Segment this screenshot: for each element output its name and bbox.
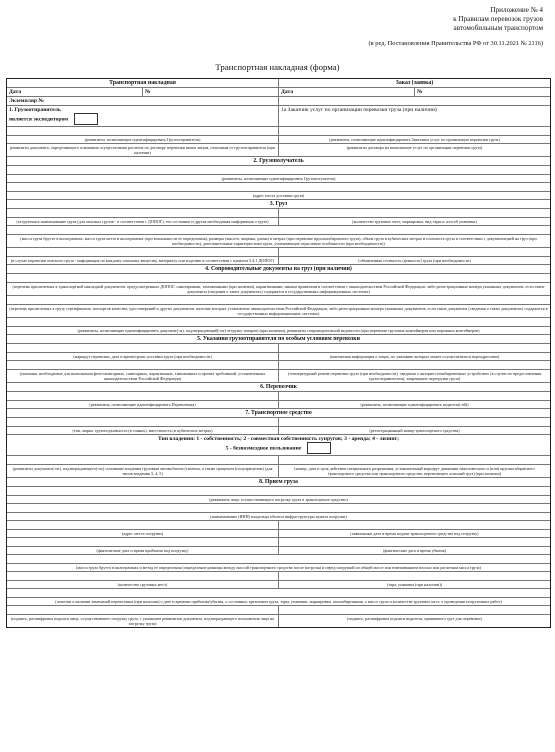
- number-label[interactable]: №: [142, 88, 278, 96]
- shipper-row: [7, 106, 550, 127]
- date-row: [7, 88, 550, 97]
- consignee-title: 2. Грузополучатель: [253, 158, 304, 164]
- expeditor-checkbox[interactable]: [74, 113, 98, 125]
- ownership-types: Тип владения: 1 - собственность; 2 - совместная собственность супругов; 3 - аренда; 4 - лизинг;: [158, 436, 399, 442]
- cargo-mass-field[interactable]: [7, 226, 550, 234]
- contract-hint: (реквизиты договора на выполнение услуг по организации перевозки груза): [278, 144, 550, 156]
- temperature-hint: (температурный режим перевозки груза (при необходимости), сведения о запорно-пломбировочных устройствах (в случае их предоставления грузоотправителем), запрещение перегрузки груза): [278, 370, 550, 382]
- cargo-places-field[interactable]: [278, 209, 550, 217]
- order-number-label[interactable]: №: [414, 88, 550, 96]
- shipper-field[interactable]: [7, 127, 278, 135]
- ownership-doc-hint: (реквизиты документа(-ов), подтверждающего(-их) основание владения грузовым автомобилем (тягачом, а также прицепом (полуприцепом) (для типов владения 3, 4, 5): [12, 466, 273, 476]
- waybill-title: Транспортная накладная: [109, 80, 176, 86]
- docs-field-3[interactable]: [7, 318, 550, 326]
- copy-row: [7, 97, 550, 106]
- ownership-type-5: 5 - безвозмездное пользование: [225, 445, 302, 452]
- loader-hint: (реквизиты лица, осуществляющего погрузку груза в транспортное средство): [209, 497, 348, 502]
- declared-arrival-hint: (заявленные дата и время подачи транспортного средства под погрузку): [278, 530, 550, 537]
- ownership-doc-field[interactable]: [7, 456, 278, 464]
- vehicle-type-field[interactable]: [7, 418, 278, 426]
- carrier-remarks-hint: (отметки о наличии замечаний перевозчика (при наличии) о дате и времени прибытия/убытия, о состоянии, креплении груза, тары, упаковки, маркировки, опломбирования, о массе груза и количестве грузовых мест, о проведении погрузочных работ): [55, 599, 502, 604]
- cargo-mass-hint: (масса груза брутто в килограммах, масса груза нетто в килограммах (при возможности ее определения), размеры (высота, ширина, длина) в метрах (при перевозке крупногабаритного груза), объем груза в кубических метрах и плотность груза в соответствии с документацией на груз (при необходимости), дополнительные характеристики груза, учитывающие отраслевые особенности (при необходимости)): [20, 236, 537, 246]
- document-header: [369, 6, 544, 48]
- shipper-title: 1. Грузоотправитель: [9, 107, 61, 113]
- docs-hint-3: (реквизиты, позволяющие идентифицировать документ(-ы), подтверждающий(-ие) отгрузку товаров) (при наличии), реквизиты сопроводительной ведомости (при перевозке грузовых контейнеров или порожних контейнеров): [77, 328, 480, 333]
- docs-title: 4. Сопроводительные документы на груз (при наличии): [205, 266, 352, 272]
- actual-departure-hint: (фактические дата и время убытия): [278, 547, 550, 554]
- temperature-field[interactable]: [278, 361, 550, 369]
- cargo-places-hint: (количество грузовых мест, маркировка, вид тары и способ упаковки): [278, 218, 550, 225]
- actual-arrival-hint: (фактические дата и время прибытия под погрузку): [96, 548, 189, 553]
- delivery-address-field[interactable]: [7, 183, 550, 191]
- header-line2: к Правилам перевозок грузов: [453, 15, 543, 23]
- consignee-hint: (реквизиты, позволяющие идентифицировать Грузополучателя): [221, 176, 336, 181]
- cargo-title: 3. Груз: [269, 201, 288, 207]
- docs-field-2[interactable]: [7, 296, 550, 304]
- expeditor-label: является экспедитором: [9, 116, 69, 123]
- loader-field[interactable]: [7, 487, 550, 495]
- declared-arrival-field[interactable]: [278, 521, 550, 529]
- dangerous-cargo-field[interactable]: [7, 248, 278, 256]
- form-title: Транспортная накладная (форма): [215, 62, 340, 72]
- customer-field[interactable]: [278, 127, 550, 135]
- order-date-label[interactable]: Дата: [278, 88, 414, 96]
- docs-field-1[interactable]: [7, 274, 550, 282]
- packaging-hint: (тара, упаковка (при наличии)): [278, 581, 550, 588]
- route-field[interactable]: [7, 344, 278, 352]
- order-title: Заказ (заявка): [278, 79, 550, 87]
- carrier-hint: (реквизиты, позволяющие идентифицировать Перевозчика): [89, 402, 196, 407]
- header-line1: Приложение № 4: [490, 6, 543, 14]
- carrier-remarks-field[interactable]: [7, 589, 550, 597]
- driver-hint: (реквизиты, позволяющие идентифицировать водителя(-ей)): [278, 401, 550, 408]
- loading-address-field[interactable]: [7, 521, 278, 529]
- infrastructure-owner-hint: (наименование (ИНН) владельца объекта инфраструктуры пункта погрузки): [210, 514, 347, 519]
- customer-label: 1а Заказчик услуг по организации перевозки груза (при наличии): [278, 106, 550, 126]
- declared-value-hint: (объявленная стоимость (ценность) груза (при необходимости): [278, 257, 550, 264]
- waybill-form: [6, 78, 551, 628]
- loader-signature-field[interactable]: [7, 606, 278, 614]
- packaging-field[interactable]: [278, 572, 550, 580]
- payment-hint: реквизиты документа, определяющего основания осуществления расчетов по договору перевозки иным лицом, отличным от грузоотправителя (при наличии): [10, 145, 275, 155]
- ownership-type-box[interactable]: [307, 442, 331, 454]
- contacts-field[interactable]: [278, 344, 550, 352]
- cargo-name-field[interactable]: [7, 209, 278, 217]
- actual-departure-field[interactable]: [278, 538, 550, 546]
- requirements-hint: (указания, необходимые для выполнения фитосанитарных, санитарных, карантинных, таможенных и прочих требований, установленных законодательством Российской Федерации): [19, 371, 266, 381]
- actual-arrival-field[interactable]: [7, 538, 278, 546]
- carrier-title: 6. Перевозчик: [260, 384, 297, 390]
- header-line4: (в ред. Постановления Правительства РФ от 30.11.2021 № 2116): [368, 40, 543, 47]
- vehicle-reg-hint: (регистрационный номер транспортного средства): [278, 427, 550, 434]
- copy-label[interactable]: Экземпляр №: [9, 98, 45, 104]
- instructions-title: 5. Указания грузоотправителя по особым условиям перевозки: [197, 336, 360, 342]
- requirements-field[interactable]: [7, 361, 278, 369]
- customer-hint: (реквизиты, позволяющие идентифицировать Заказчика услуг по организации перевозки груза): [278, 136, 550, 143]
- declared-value-field[interactable]: [278, 248, 550, 256]
- delivery-address-hint: (адрес места доставки груза): [252, 193, 305, 198]
- date-label[interactable]: Дата: [9, 89, 22, 95]
- driver-signature-field[interactable]: [278, 606, 550, 614]
- driver-signature-hint: (подпись, расшифровка подписи водителя, принявшего груз для перевозки): [278, 615, 550, 627]
- vehicle-type-hint: (тип, марка, грузоподъемность (в тоннах), вместимость (в кубических метрах): [72, 428, 213, 433]
- special-permit-hint: (номер, дата и срок действия специального разрешения, установленный маршрут движения тяжеловесного и (или) крупногабаритного транспортного средства или транспортного средства, перевозящего опасный груз) (при наличии): [278, 465, 550, 477]
- gross-mass-hint: (масса груза брутто в килограммах и метод ее определения (определение разницы между массой транспортного средства после погрузки и перед погрузкой по общей массе или взвешиванием поосно или расчетная масса груза): [76, 565, 481, 570]
- shipper-hint: (реквизиты, позволяющие идентифицировать Грузоотправителя): [84, 137, 201, 142]
- vehicle-title: 7. Транспортное средство: [245, 410, 312, 416]
- docs-hint-1: (перечень прилагаемых к транспортной накладной документов, предусмотренных ДОПОГ, санитарными, таможенными (при наличии), карантинными, иными правилами в соответствии с законодательством Российской Федерации, либо регистрационные номера указанных документов, если такие документы (сведения о таких документах) содержатся в государственных информационных системах): [12, 284, 545, 294]
- loader-signature-hint: (подпись, расшифровка подписи лица, осуществившего погрузку груза, с указанием реквизитов документа, подтверждающего полномочия лица на погрузку груза): [10, 616, 275, 626]
- header-line3: автомобильным транспортом: [453, 24, 543, 32]
- gross-mass-field[interactable]: [7, 555, 550, 563]
- route-hint: (маршрут перевозки, дата и время/сроки доставки груза (при необходимости): [73, 354, 212, 359]
- places-count-hint: (количество грузовых мест): [117, 582, 168, 587]
- acceptance-title: 8. Прием груза: [259, 479, 298, 485]
- driver-field[interactable]: [278, 392, 550, 400]
- consignee-field[interactable]: [7, 166, 550, 174]
- loading-address-hint: (адрес места погрузки): [121, 531, 164, 536]
- places-count-field[interactable]: [7, 572, 278, 580]
- dangerous-cargo-hint: (в случае перевозки опасного груза - информация по каждому опасному веществу, материалу или изделию в соответствии с пунктом 5.4.1 ДОПОГ): [10, 258, 275, 263]
- contacts-hint: (контактная информация о лицах, по указанию которых может осуществляться переадресовка): [278, 353, 550, 360]
- vehicle-reg-field[interactable]: [278, 418, 550, 426]
- carrier-field[interactable]: [7, 392, 278, 400]
- top-title-row: [7, 79, 550, 88]
- infrastructure-owner-field[interactable]: [7, 504, 550, 512]
- special-permit-field[interactable]: [278, 456, 550, 464]
- cargo-name-hint: (отгрузочное наименование груза (для опасных грузов - в соответствии с ДОПОГ), его состояние и другая необходимая информация о грузе): [16, 219, 269, 224]
- docs-hint-2: (перечень прилагаемых к грузу сертификатов, паспортов качества, удостоверений и других документов, наличие которых установлено законодательством Российской Федерации, либо регистрационные номера указанных документов, если такие документы (сведения о таких документах) содержатся в государственных информационных системах): [9, 306, 548, 316]
